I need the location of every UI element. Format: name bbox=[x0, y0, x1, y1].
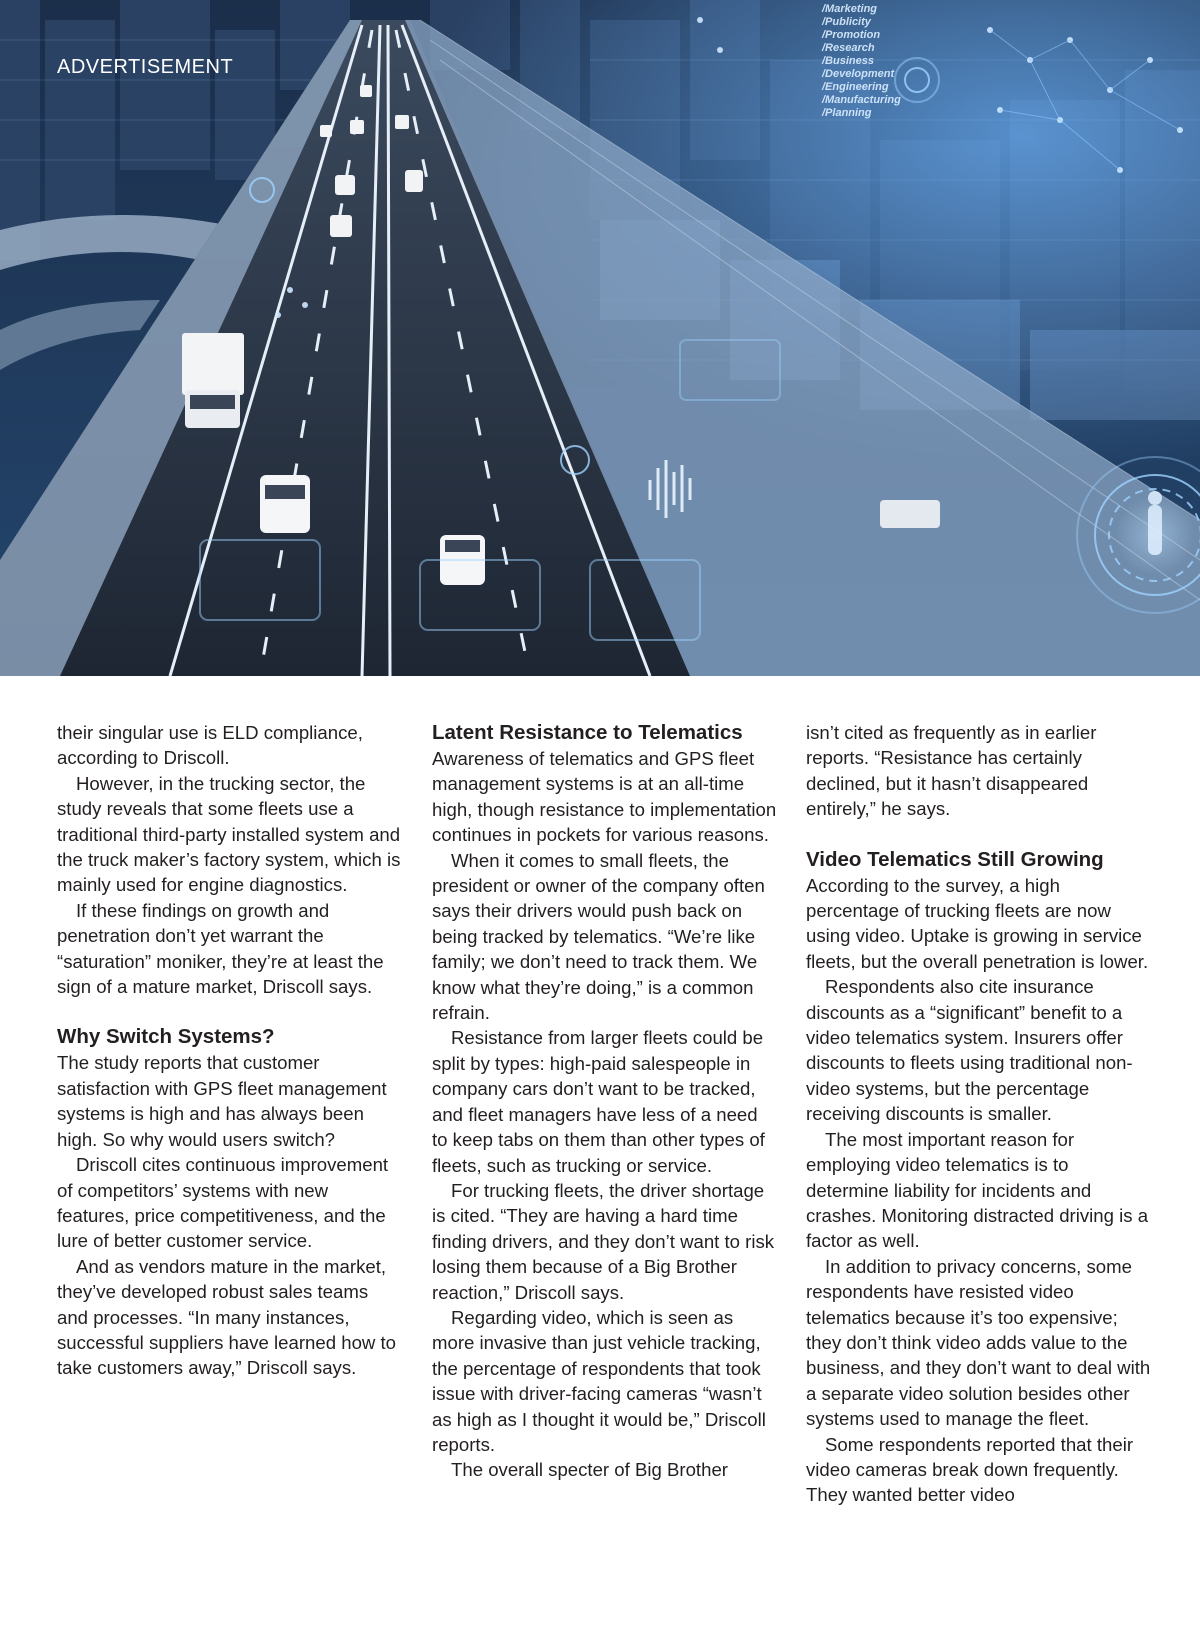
paragraph: isn’t cited as frequently as in earlier reports. “Resistance has certainly declined, but it hasn’t disappeared entirely,” he says. bbox=[806, 722, 1097, 820]
overlay-text-6: /Engineering bbox=[822, 81, 889, 93]
paragraph: The study reports that customer satisfaction with GPS fleet management systems is high and has always been high. So why would users switch? bbox=[57, 1052, 387, 1150]
overlay-text-1: /Publicity bbox=[822, 16, 871, 28]
paragraph: However, in the trucking sector, the study reveals that some fleets use a traditional third-party installed system and the truck maker’s factory system, which is mainly used for engine diagnostics. bbox=[57, 772, 401, 896]
overlay-text-2: /Promotion bbox=[822, 29, 881, 41]
paragraph: Respondents also cite insurance discounts as a “significant” benefit to a video telematics system. Insurers offer discounts to fleets using traditional non-video systems, but the percentage receiving discounts is smaller. bbox=[806, 976, 1133, 1125]
paragraph: And as vendors mature in the market, they’ve developed robust sales teams and processes. “In many instances, successful suppliers have learned how to take customers away,” Driscoll says. bbox=[57, 1255, 397, 1379]
overlay-text-4: /Business bbox=[822, 55, 874, 67]
article-column-3 bbox=[806, 720, 1151, 1508]
paragraph: For trucking fleets, the driver shortage is cited. “They are having a hard time finding drivers, and they don’t want to risk losing them because of a Big Brother reaction,” Driscoll says. bbox=[432, 1179, 775, 1303]
spacer bbox=[806, 822, 1151, 847]
overlay-text-0: /Marketing bbox=[822, 3, 878, 15]
hero-image bbox=[0, 0, 1200, 676]
paragraph: Driscoll cites continuous improvement of competitors’ systems with new features, price competitiveness, and the lure of better customer service. bbox=[57, 1154, 389, 1252]
subheading-why-switch: Why Switch Systems? bbox=[57, 1025, 275, 1049]
spacer bbox=[57, 999, 402, 1024]
paragraph: If these findings on growth and penetration don’t yet warrant the “saturation” moniker, they’re at least the sign of a mature market, Driscoll says. bbox=[57, 899, 384, 998]
paragraph: In addition to privacy concerns, some respondents have resisted video telematics because it’s too expensive; they don’t think video adds value to the business, and they don’t want to deal with a separate video solution besides other systems used to manage the fleet. bbox=[806, 1255, 1151, 1430]
paragraph: Some respondents reported that their video cameras break down frequently. They wanted better video bbox=[806, 1433, 1134, 1506]
advertisement-label: ADVERTISEMENT bbox=[57, 56, 234, 78]
paragraph: The overall specter of Big Brother bbox=[451, 1459, 728, 1481]
paragraph: According to the survey, a high percentage of trucking fleets are now using video. Uptake is growing in service fleets, but the overall penetration is lower. bbox=[806, 874, 1149, 972]
subheading-latent-resistance: Latent Resistance to Telematics bbox=[432, 721, 743, 744]
overlay-text-7: /Manufacturing bbox=[822, 94, 901, 106]
paragraph: Regarding video, which is seen as more invasive than just vehicle tracking, the percentage of respondents that took issue with driver-facing cameras “wasn’t as high as I thought it would be,” Driscoll reports. bbox=[432, 1306, 766, 1455]
paragraph: When it comes to small fleets, the president or owner of the company often says their drivers would push back on being tracked by telematics. “We’re like family; we don’t need to track them. We know what they’re doing,” is a common refrain. bbox=[432, 849, 765, 1024]
smart-highway-city-image bbox=[0, 0, 1200, 676]
overlay-text-3: /Research bbox=[822, 42, 875, 54]
paragraph: Resistance from larger fleets could be split by types: high-paid salespeople in company cars don’t want to be tracked, and fleet managers have less of a need to keep tabs on them than other types of fleets, such as trucking or service. bbox=[432, 1027, 765, 1176]
subheading-video-telematics: Video Telematics Still Growing bbox=[806, 847, 1104, 871]
overlay-text-5: /Development bbox=[822, 68, 895, 80]
article-column-2 bbox=[432, 720, 777, 1483]
article-column-1 bbox=[57, 720, 402, 1381]
paragraph: The most important reason for employing video telematics is to determine liability for incidents and crashes. Monitoring distracted driving is a factor as well. bbox=[806, 1128, 1149, 1252]
paragraph: their singular use is ELD compliance, according to Driscoll. bbox=[57, 722, 363, 769]
overlay-text-8: /Planning bbox=[822, 107, 872, 119]
paragraph: Awareness of telematics and GPS fleet management systems is at an all-time high, though resistance to implementation continues in pockets for various reasons. bbox=[432, 748, 777, 846]
